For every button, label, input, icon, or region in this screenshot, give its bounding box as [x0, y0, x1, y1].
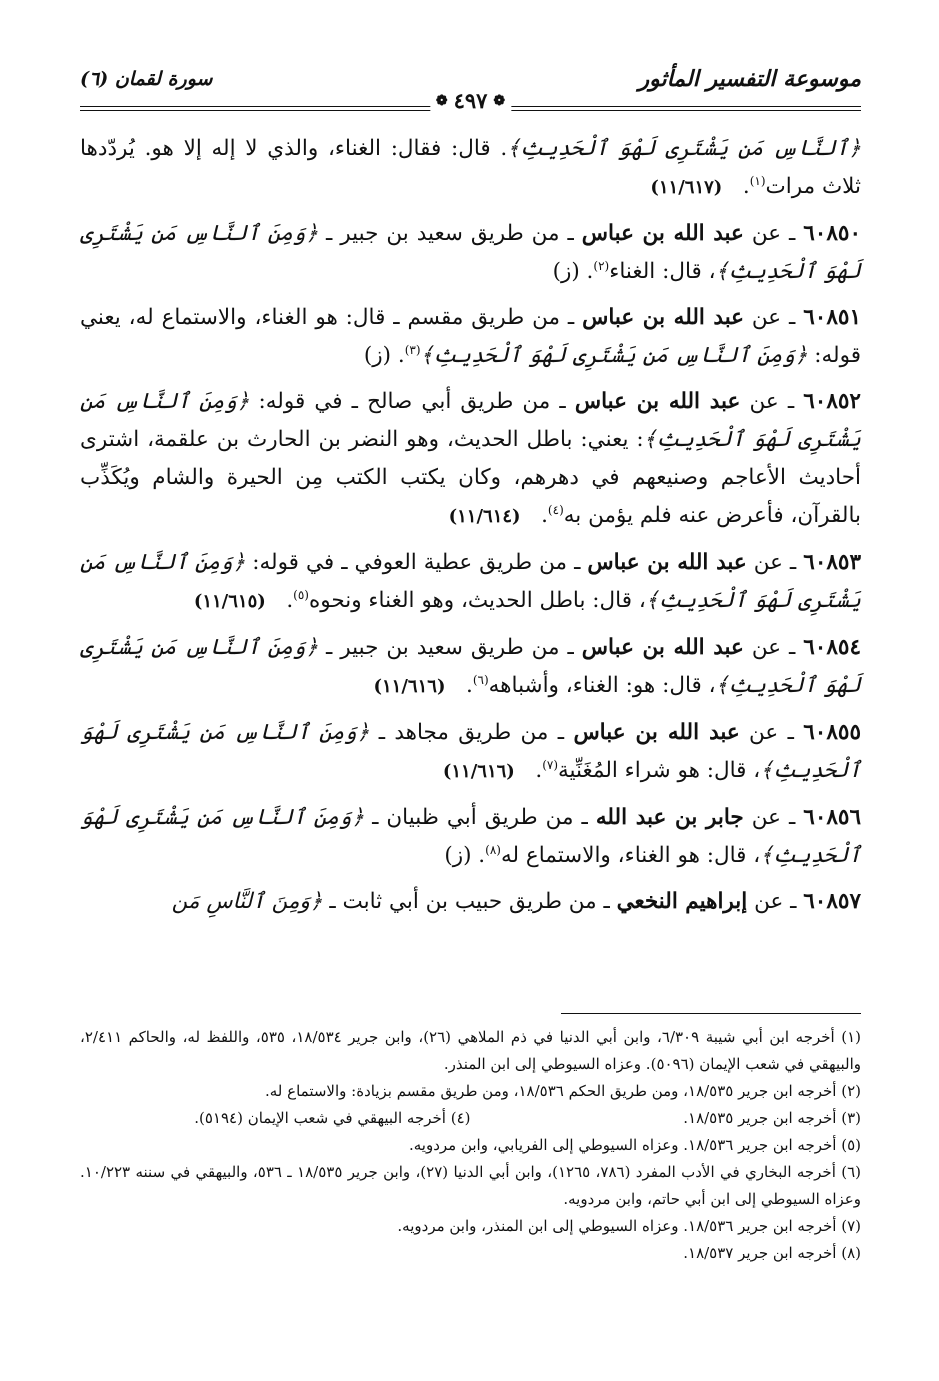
quran-quote: ﴿وَمِنَ ٱلنَّاسِ مَن يَشْتَرِى لَهْوَ ٱلْحَدِيثِ﴾: [80, 389, 861, 452]
footnote-marker[interactable]: (٨): [485, 842, 501, 857]
athar-number: ٦٠٨٥١: [803, 305, 861, 330]
ornament-icon: ❁: [493, 92, 506, 109]
ornament-icon: ❁: [435, 92, 448, 109]
volume-reference: (١١/٦١٧): [650, 177, 723, 198]
narrator-name: عبد الله بن عباس: [581, 221, 744, 246]
footnote: (٨) أخرجه ابن جرير ١٨/٥٣٧.: [683, 1244, 861, 1262]
footnote-marker[interactable]: (٥): [293, 587, 309, 602]
chain-text: ـ من طريق مقسم ـ قال: هو الغناء، والاستماع له، يعني قوله:: [80, 305, 861, 368]
page-number: [430, 88, 511, 113]
paragraph-prefix: ـ عن: [746, 550, 804, 575]
chain-text: ـ من طريق أبي صالح ـ في قوله:: [249, 389, 575, 414]
narrator-name: عبد الله بن عباس: [581, 635, 744, 660]
paragraph: [80, 130, 861, 207]
footnote: (٤) أخرجه البيهقي في شعب الإيمان (٥١٩٤).: [194, 1109, 471, 1127]
narrator-name: عبد الله بن عباس: [574, 389, 741, 414]
volume-reference: (١١/٦١٥): [193, 591, 266, 612]
paragraph-tail: ، قال: هو: الغناء، وأشباهه: [488, 673, 716, 698]
footnote-marker[interactable]: (٢): [593, 258, 610, 273]
paragraph-prefix: ـ عن: [743, 221, 804, 246]
paragraph-end: .: [465, 673, 473, 698]
paragraph-tail: ، قال: هو الغناء، والاستماع له: [500, 843, 761, 868]
paragraph: [80, 383, 861, 536]
narrator-name: إبراهيم النخعي: [616, 889, 748, 914]
athar-number: ٦٠٨٥٠: [803, 221, 861, 246]
footnote-marker[interactable]: (١): [749, 173, 766, 188]
chain-text: ـ من طريق حبيب بن أبي ثابت ـ: [322, 889, 617, 914]
page-number-value: ٤٩٧: [453, 88, 488, 113]
athar-number: ٦٠٨٥٣: [803, 550, 862, 575]
footnote: (٣) أخرجه ابن جرير ١٨/٥٣٥.: [683, 1109, 861, 1127]
footnote-marker[interactable]: (٧): [542, 757, 559, 772]
footnote: (٢) أخرجه ابن جرير ١٨/٥٣٥، ومن طريق الحكم ١٨/٥٣٦، ومن طريق مقسم بزيادة: والاستماع له.: [265, 1082, 861, 1100]
paragraph-tail: . قال: فقال: الغناء، والذي لا إله إلا هو. يُردّدها ثلاث مرات: [80, 136, 861, 199]
footnote-marker[interactable]: (٦): [472, 672, 489, 687]
quran-quote: ﴿وَمِنَ ٱلنَّاسِ مَن يَشْتَرِى لَهْوَ ٱلْحَدِيثِ﴾: [80, 550, 861, 613]
footnote-row: [80, 1105, 861, 1132]
footnote: (٥) أخرجه ابن جرير ١٨/٥٣٦. وعزاه السيوطي إلى الفريابي، وابن مردويه.: [408, 1136, 861, 1154]
quran-quote: ﴿وَمِنَ ٱلنَّاسِ مَن يَشْتَرِى لَهْوَ ٱلْحَدِيثِ﴾: [80, 635, 861, 698]
footnote: (٧) أخرجه ابن جرير ١٨/٥٣٦. وعزاه السيوطي إلى ابن المنذر، وابن مردويه.: [397, 1217, 861, 1235]
paragraph: [80, 215, 861, 291]
quran-quote: ﴿وَمِنَ ٱلنَّاسِ مَن يَشْتَرِى لَهْوَ ٱلْحَدِيثِ﴾: [80, 805, 861, 868]
surah-label: سورة لقمان (٦): [80, 68, 213, 90]
paragraph: [80, 883, 861, 921]
narrator-name: عبد الله بن عباس: [582, 305, 745, 330]
narrator-name: عبد الله بن عباس: [587, 550, 747, 575]
quran-quote: ﴿وَمِنَ ٱلنَّاسِ مَن يَشْتَرِى لَهْوَ ٱلْحَدِيثِ﴾: [80, 221, 861, 284]
paragraph-end: .: [742, 174, 750, 199]
volume-reference: (١١/٦١٦): [442, 761, 515, 782]
chain-text: ـ من طريق سعيد بن جبير ـ: [318, 635, 582, 660]
paragraph-prefix: ـ عن: [743, 635, 804, 660]
footnote-separator: [561, 1013, 861, 1014]
footnote: (١) أخرجه ابن أبي شيبة ٦/٣٠٩، وابن أبي الدنيا في ذم الملاهي (٢٦)، وابن جرير ١٨/٥٣٤، ٥٣٥، واللفظ له، والحاكم ٢/٤١١، والبيهقي في شعب الإيمان (٥٠٩٦). وعزاه السيوطي إلى ابن المنذر.: [80, 1028, 862, 1073]
paragraph: [80, 799, 861, 875]
paragraph-prefix: ـ عن: [744, 305, 804, 330]
quran-quote: ﴿وَمِنَ ٱلنَّاسِ مَن: [171, 889, 323, 914]
narrator-name: جابر بن عبد الله: [595, 805, 744, 830]
volume-reference: (١١/٦١٦): [373, 676, 446, 697]
athar-number: ٦٠٨٥٦: [803, 805, 862, 830]
paragraph: [80, 629, 861, 706]
chain-text: ـ من طريق سعيد بن جبير ـ: [318, 221, 582, 246]
main-text: [80, 130, 861, 929]
paragraph-prefix: ـ عن: [739, 720, 804, 745]
paragraph-end: . (ز): [363, 343, 405, 368]
chain-text: ـ من طريق مجاهد ـ: [369, 720, 574, 745]
running-title: موسوعة التفسير المأثور: [638, 66, 861, 92]
paragraph: [80, 299, 861, 375]
paragraph-tail: ، قال: باطل الحديث، وهو الغناء ونحوه: [308, 588, 646, 613]
quran-quote: ﴿وَمِنَ ٱلنَّاسِ مَن يَشْتَرِى لَهْوَ ٱلْحَدِيثِ﴾: [420, 343, 808, 368]
chain-text: ـ من طريق عطية العوفي ـ في قوله:: [245, 550, 588, 575]
paragraph-prefix: ـ عن: [740, 389, 804, 414]
paragraph: [80, 714, 861, 791]
paragraph-end: . (ز): [552, 259, 594, 284]
page-header: [80, 60, 861, 118]
volume-reference: (١١/٦١٤): [448, 506, 521, 527]
quran-quote: ﴿ٱلنَّاسِ مَن يَشْتَرِى لَهْوَ ٱلْحَدِيثِ﴾: [507, 136, 862, 161]
paragraph-prefix: ـ عن: [747, 889, 804, 914]
quran-quote: ﴿وَمِنَ ٱلنَّاسِ مَن يَشْتَرِى لَهْوَ ٱلْحَدِيثِ﴾: [80, 720, 861, 783]
athar-number: ٦٠٨٥٧: [803, 889, 861, 914]
paragraph-tail: ، قال: هو شراء المُغَنِّية: [558, 758, 761, 783]
footnotes: [80, 1024, 861, 1267]
paragraph-end: . (ز): [444, 843, 486, 868]
paragraph-tail: : يعني: باطل الحديث، وهو النضر بن الحارث بن علقمة، اشترى أحاديث الأعاجم وصنيعهم في دهرهم، وكان يكتب الكتب مِن الحيرة والشام ويُكَذِّب بالقرآن، فأعرض عنه فلم يؤمن به: [80, 427, 861, 528]
footnote-marker[interactable]: (٤): [547, 502, 564, 517]
footnote-marker[interactable]: (٣): [404, 342, 421, 357]
paragraph-end: .: [535, 758, 543, 783]
athar-number: ٦٠٨٥٤: [803, 635, 861, 660]
paragraph: [80, 544, 861, 621]
paragraph-end: .: [286, 588, 294, 613]
chain-text: ـ من طريق أبي ظبيان ـ: [364, 805, 596, 830]
paragraph-end: .: [541, 503, 548, 528]
paragraph-tail: ، قال: الغناء: [609, 259, 716, 284]
footnote: (٦) أخرجه البخاري في الأدب المفرد (٧٨٦، ١٢٦٥)، وابن أبي الدنيا (٢٧)، وابن جرير ١٨/٥٣٥ ـ ٥٣٦، والبيهقي في سننه ١٠/٢٢٣. وعزاه السيوطي إلى ابن أبي حاتم، وابن مردويه.: [80, 1163, 862, 1208]
narrator-name: عبد الله بن عباس: [573, 720, 740, 745]
athar-number: ٦٠٨٥٥: [803, 720, 861, 745]
athar-number: ٦٠٨٥٢: [803, 389, 861, 414]
paragraph-prefix: ـ عن: [743, 805, 804, 830]
